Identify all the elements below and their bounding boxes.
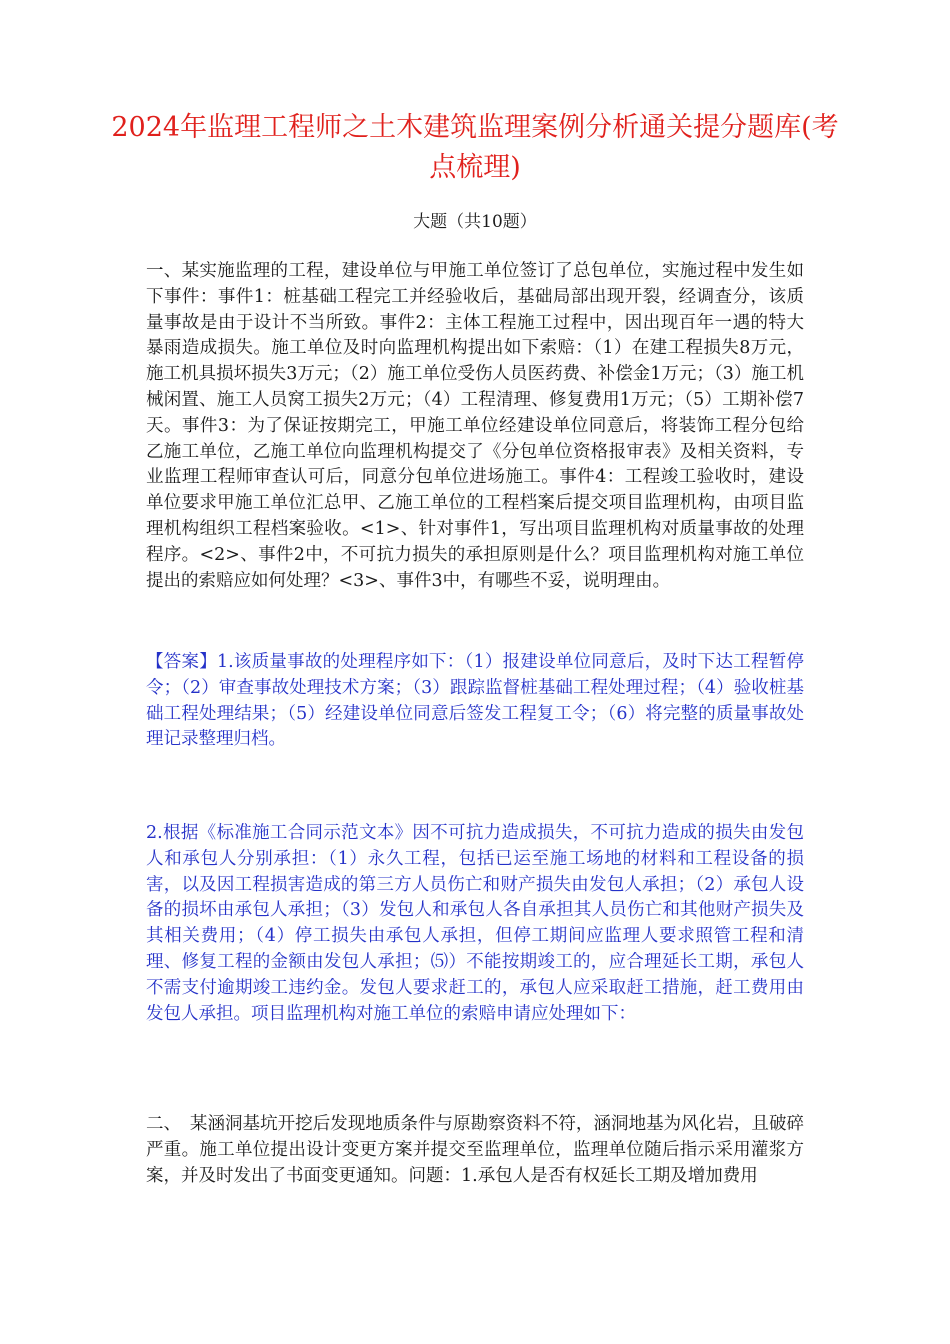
question-1: 一、某实施监理的工程，建设单位与甲施工单位签订了总包单位，实施过程中发生如下事件：事件1：桩基础工程完工并经验收后，基础局部出现开裂，经调查分，该质量事故是由于设计不当所致。事件2：主体工程施工过程中，因出现百年一遇的特大暴雨造成损失。施工单位及时向监理机构提出如下索赔：（1）在建工程损失8万元，施工机具损坏损失3万元；（2）施工单位受伤人员医药费、补偿金1万元；（3）施工机械闲置、施工人员窝工损失2万元；（4）工程清理、修复费用1万元；（5）工期补偿7天。事件3：为了保证按期完工，甲施工单位经建设单位同意后，将装饰工程分包给乙施工单位，乙施工单位向监理机构提交了《分包单位资格报审表》及相关资料，专业监理工程师审查认可后，同意分包单位进场施工。事件4：工程竣工验收时，建设单位要求甲施工单位汇总甲、乙施工单位的工程档案后提交项目监理机构，由项目监理机构组织工程档案验收。<1>、针对事件1，写出项目监理机构对质量事故的处理程序。<2>、事件2中，不可抗力损失的承担原则是什么？项目监理机构对施工单位提出的索赔应如何处理？<3>、事件3中，有哪些不妥，说明理由。 [146, 261, 804, 591]
answer-tag: 【答案】 [146, 652, 217, 672]
question-2: 二、 某涵洞基坑开挖后发现地质条件与原勘察资料不符，涵洞地基为风化岩，且破碎严重。施工单位提出设计变更方案并提交至监理单位，监理单位随后指示采用灌浆方案，并及时发出了书面变更通知。问题：1.承包人是否有权延长工期及增加费用 [146, 1114, 804, 1186]
answer-2: 2.根据《标准施工合同示范文本》因不可抗力造成损失，不可抗力造成的损失由发包人和承包人分别承担：（1）永久工程，包括已运至施工场地的材料和工程设备的损害，以及因工程损害造成的第三方人员伤亡和财产损失由发包人承担；（2）承包人设备的损坏由承包人承担；（3）发包人和承包人各自承担其人员伤亡和其他财产损失及其相关费用；（4）停工损失由承包人承担，但停工期间应监理人要求照管工程和清理、修复工程的金额由发包人承担；⑸）不能按期竣工的，应合理延长工期，承包人不需支付逾期竣工违约金。发包人要求赶工的，承包人应采取赶工措施，赶工费用由发包人承担。项目监理机构对施工单位的索赔申请应处理如下： [146, 823, 804, 1024]
document-title: 2024年监理工程师之土木建筑监理案例分析通关提分题库(考点梳理) [111, 112, 839, 183]
answer-1 [146, 650, 804, 753]
answer-1-text: 1.该质量事故的处理程序如下：（1）报建设单位同意后，及时下达工程暂停令；（2）审查事故处理技术方案；（3）跟踪监督桩基础工程处理过程；（4）验收桩基础工程处理结果；（5）经建设单位同意后签发工程复工令；（6）将完整的质量事故处理记录整理归档。 [146, 652, 804, 750]
section-header: 大题（共10题） [413, 212, 537, 232]
